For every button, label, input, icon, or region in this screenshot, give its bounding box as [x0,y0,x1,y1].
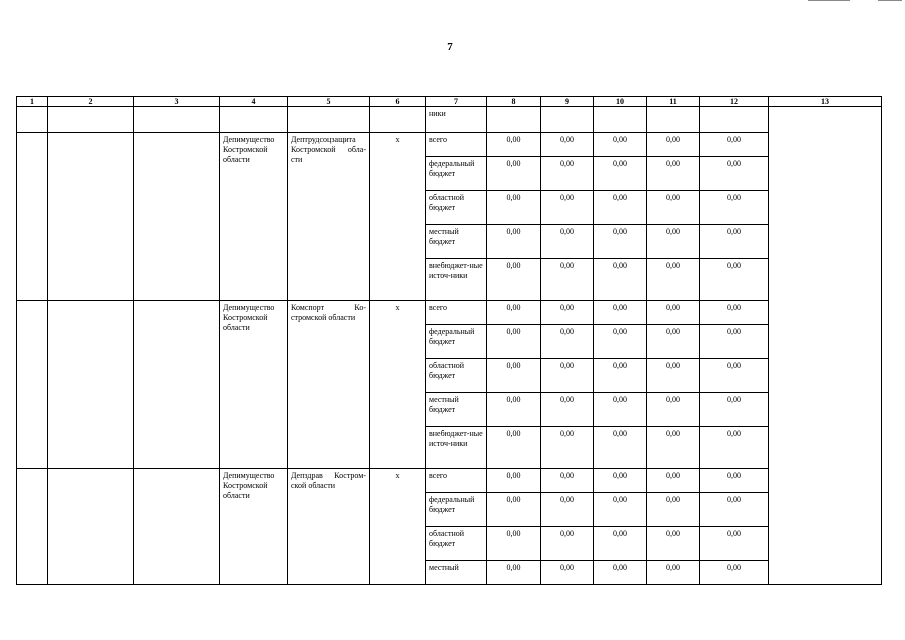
value-cell: 0,00 [541,225,594,259]
header-cell: 3 [134,97,220,107]
value-cell: 0,00 [647,191,700,225]
value-cell: 0,00 [700,469,769,493]
value-cell: 0,00 [700,427,769,469]
value-cell: 0,00 [541,427,594,469]
value-cell: 0,00 [541,191,594,225]
value-cell: 0,00 [700,561,769,585]
value-cell: 0,00 [594,527,647,561]
header-cell: 12 [700,97,769,107]
source-label: областной бюджет [426,359,487,393]
source-label: местный бюджет [426,225,487,259]
table-cell [700,107,769,133]
header-cell: 6 [370,97,426,107]
value-cell: 0,00 [487,301,541,325]
value-cell: 0,00 [487,427,541,469]
value-cell: 0,00 [594,561,647,585]
table-body [17,97,882,585]
value-cell: 0,00 [700,393,769,427]
value-cell: 0,00 [647,301,700,325]
value-cell: 0,00 [594,301,647,325]
source-label: областной бюджет [426,527,487,561]
executor-cell: Депимущество Костромской области [220,469,288,585]
table-cell [134,107,220,133]
source-label: всего [426,469,487,493]
table-row [17,469,882,493]
value-cell: 0,00 [541,527,594,561]
table-cell [370,107,426,133]
source-label: федеральный бюджет [426,325,487,359]
value-cell: 0,00 [700,359,769,393]
table-cell [134,133,220,301]
value-cell: 0,00 [647,561,700,585]
source-label: местный [426,561,487,585]
value-cell: 0,00 [700,191,769,225]
table-row [17,301,882,325]
value-cell: 0,00 [541,157,594,191]
continuation-row [17,107,882,133]
value-cell: 0,00 [594,427,647,469]
value-cell: 0,00 [700,493,769,527]
value-cell: 0,00 [594,133,647,157]
source-label: внебюджет-ные источ-ники [426,259,487,301]
table-cell [17,301,48,469]
table-row [17,133,882,157]
scan-mark-1 [808,0,850,1]
value-cell: 0,00 [700,133,769,157]
value-cell: 0,00 [594,393,647,427]
value-cell: 0,00 [487,393,541,427]
value-cell: 0,00 [594,325,647,359]
table-cell [487,107,541,133]
table-cell [647,107,700,133]
budget-table [16,96,882,585]
value-cell: 0,00 [541,259,594,301]
scan-mark-2 [878,0,902,1]
value-cell: 0,00 [647,427,700,469]
value-cell: 0,00 [647,359,700,393]
table-cell [17,133,48,301]
value-cell: 0,00 [700,225,769,259]
table-cell [594,107,647,133]
value-cell: 0,00 [541,133,594,157]
participant-cell: Комспорт Ко-стромской области [288,301,370,469]
executor-cell: Депимущество Костромской области [220,301,288,469]
page-number: 7 [447,41,453,53]
executor-cell: Депимущество Костромской области [220,133,288,301]
source-label: внебюджет-ные источ-ники [426,427,487,469]
table-cell [134,301,220,469]
header-cell: 13 [769,97,882,107]
header-cell: 1 [17,97,48,107]
value-cell: 0,00 [594,259,647,301]
value-cell: 0,00 [487,527,541,561]
value-cell: 0,00 [594,157,647,191]
value-cell: 0,00 [700,301,769,325]
value-cell: 0,00 [647,225,700,259]
value-cell: 0,00 [541,301,594,325]
value-cell: 0,00 [700,527,769,561]
value-cell: 0,00 [647,259,700,301]
continuation-label: ники [426,107,487,133]
value-cell: 0,00 [594,191,647,225]
table-cell [48,301,134,469]
value-cell: 0,00 [541,359,594,393]
value-cell: 0,00 [647,493,700,527]
value-cell: 0,00 [541,493,594,527]
value-cell: 0,00 [700,157,769,191]
participant-cell: Депздрав Костром-ской области [288,469,370,585]
value-cell: 0,00 [594,225,647,259]
source-label: местный бюджет [426,393,487,427]
header-cell: 10 [594,97,647,107]
value-cell: 0,00 [647,325,700,359]
value-cell: 0,00 [487,325,541,359]
mark-cell: х [370,301,426,469]
value-cell: 0,00 [594,493,647,527]
source-label: всего [426,133,487,157]
value-cell: 0,00 [594,359,647,393]
value-cell: 0,00 [487,493,541,527]
value-cell: 0,00 [487,225,541,259]
value-cell: 0,00 [700,325,769,359]
value-cell: 0,00 [541,561,594,585]
table-cell [48,107,134,133]
table-cell [541,107,594,133]
value-cell: 0,00 [487,469,541,493]
value-cell: 0,00 [541,469,594,493]
table-cell [134,469,220,585]
mark-cell: х [370,133,426,301]
header-cell: 2 [48,97,134,107]
header-cell: 5 [288,97,370,107]
table-cell [220,107,288,133]
table-cell [17,107,48,133]
header-cell: 4 [220,97,288,107]
value-cell: 0,00 [487,359,541,393]
table-cell [48,133,134,301]
value-cell: 0,00 [541,325,594,359]
value-cell: 0,00 [541,393,594,427]
value-cell: 0,00 [594,469,647,493]
value-cell: 0,00 [487,133,541,157]
source-label: всего [426,301,487,325]
header-cell: 7 [426,97,487,107]
header-row [17,97,882,107]
value-cell: 0,00 [487,157,541,191]
participant-cell: Дептрудсоцзащита Костромской обла-сти [288,133,370,301]
table-cell [288,107,370,133]
value-cell: 0,00 [647,157,700,191]
source-label: областной бюджет [426,191,487,225]
value-cell: 0,00 [487,191,541,225]
value-cell: 0,00 [487,259,541,301]
value-cell: 0,00 [487,561,541,585]
header-cell: 11 [647,97,700,107]
value-cell: 0,00 [700,259,769,301]
value-cell: 0,00 [647,469,700,493]
header-cell: 9 [541,97,594,107]
source-label: федеральный бюджет [426,157,487,191]
table-cell [48,469,134,585]
mark-cell: х [370,469,426,585]
table-cell [17,469,48,585]
source-label: федеральный бюджет [426,493,487,527]
value-cell: 0,00 [647,527,700,561]
value-cell: 0,00 [647,133,700,157]
col13-cell [769,107,882,585]
header-cell: 8 [487,97,541,107]
value-cell: 0,00 [647,393,700,427]
